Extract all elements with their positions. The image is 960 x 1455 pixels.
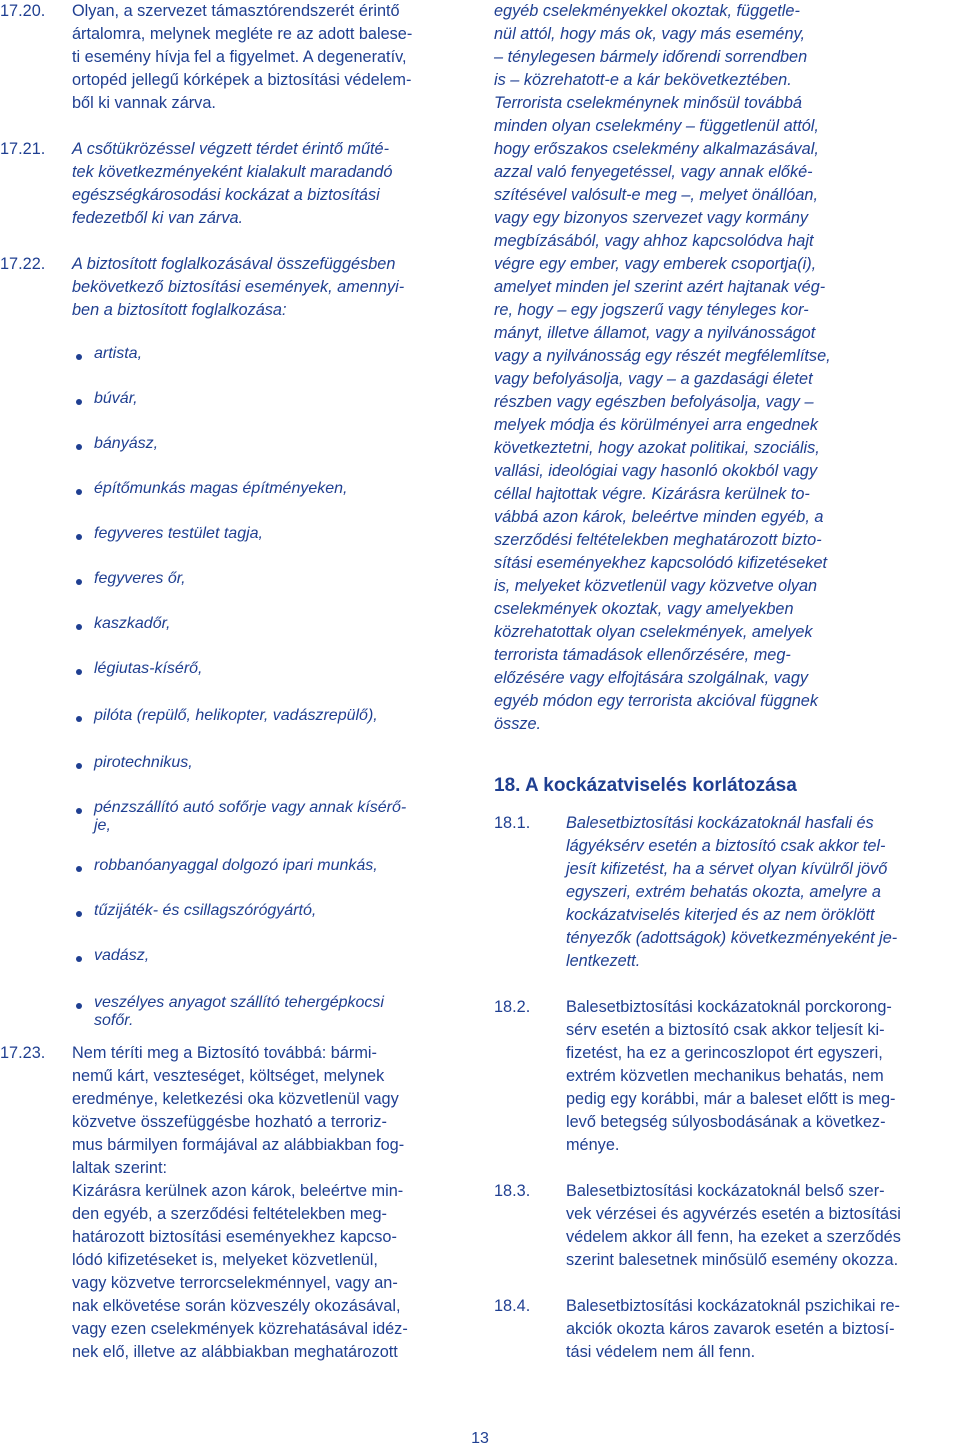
text-line: vagy befolyásolja, vagy – a gazdasági életet <box>494 370 813 388</box>
list-item: artista, <box>72 345 462 368</box>
text-line: Balesetbiztosítási kockázatoknál belső szer- <box>566 1182 885 1200</box>
text-line: je, <box>94 817 111 834</box>
item-body <box>566 812 956 973</box>
list-item: pirotechnikus, <box>72 754 462 777</box>
list-item: légiutas-kísérő, <box>72 660 462 683</box>
text-line: össze. <box>494 715 542 733</box>
bullet-icon <box>72 480 94 503</box>
text-line: Balesetbiztosítási kockázatoknál porckorong- <box>566 998 892 1016</box>
page-number: 13 <box>471 1430 489 1447</box>
section-18-3 <box>494 1180 956 1272</box>
section-17-23 <box>0 1042 462 1364</box>
text-line: tási védelem nem áll fenn. <box>566 1343 756 1361</box>
text-line: Balesetbiztosítási kockázatoknál pszichikai re- <box>566 1297 900 1315</box>
text-line: vek vérzései és agyvérzés esetén a biztosítási <box>566 1205 901 1223</box>
text-line: fedezetből ki van zárva. <box>72 209 244 227</box>
item-number: 18.4. <box>494 1297 531 1315</box>
bullet-icon <box>72 615 94 638</box>
text-line: egyszeri, extrém behatás okozta, amelyre a <box>566 883 881 901</box>
terrorism-continuation <box>494 0 956 736</box>
text-line: pénzszállító autó sofőrje vagy annak kísérő- <box>94 799 407 816</box>
list-item: tűzijáték- és csillagszórógyártó, <box>72 902 462 925</box>
text-line: védelem akkor áll fenn, ha ezeket a szerződés <box>566 1228 901 1246</box>
item-number: 17.23. <box>0 1044 46 1062</box>
item-body <box>72 0 462 115</box>
text-line: kockázatviselés kiterjed és az nem öröklött <box>566 906 875 924</box>
text-line: mányt, illetve államot, vagy a nyilvánosságot <box>494 324 816 342</box>
text-line: minden olyan cselekmény – függetlenül attól, <box>494 117 819 135</box>
item-body <box>72 138 462 230</box>
text-line: den egyéb, a szerződési feltételekben meg- <box>72 1205 387 1223</box>
text-line: szerint balesetnek minősülő esemény okozza. <box>566 1251 899 1269</box>
text-line: szerződési feltételekben meghatározott bizto- <box>494 531 822 549</box>
text-line: részben vagy egészben befolyásolja, vagy – <box>494 393 814 411</box>
list-item: búvár, <box>72 390 462 413</box>
text-line: tek következményeként kialakult maradandó <box>72 163 393 181</box>
text-line: bekövetkező biztosítási események, amennyi- <box>72 278 405 296</box>
bullet-icon <box>72 754 94 777</box>
text-line: megbízásából, vagy ahhoz kapcsolódva hajt <box>494 232 814 250</box>
list-item: robbanóanyaggal dolgozó ipari munkás, <box>72 857 462 880</box>
text-line: nül attól, hogy más ok, vagy más esemény, <box>494 25 805 43</box>
text-line: egyéb cselekményekkel okoztak, függetle- <box>494 2 800 20</box>
bullet-icon <box>72 525 94 548</box>
text-line: is, melyeket közvetlenül vagy közvetve olyan <box>494 577 818 595</box>
item-body <box>494 0 956 736</box>
text-line: pedig egy korábbi, már a baleset előtt is meg- <box>566 1090 896 1108</box>
bullet-icon <box>72 435 94 458</box>
list-item <box>72 994 462 1030</box>
list-item: pilóta (repülő, helikopter, vadászrepülő), <box>72 707 462 730</box>
item-body <box>566 1295 956 1364</box>
text-line: vallási, ideológiai vagy hasonló okokból vagy <box>494 462 818 480</box>
text-line: lódó kifizetéseket is, melyeket közvetlenül, <box>72 1251 378 1269</box>
text-line: akciók okozta káros zavarok esetén a biztosí- <box>566 1320 895 1338</box>
text-line: jesít kifizetést, ha a sérvet olyan kívülről jövő <box>566 860 888 878</box>
text-line: eredménye, keletkezési oka közvetlenül vagy <box>72 1090 399 1108</box>
bullet-icon <box>72 857 94 880</box>
bullet-icon <box>72 707 94 730</box>
bullet-icon <box>72 390 94 413</box>
text-line: ből ki vannak zárva. <box>72 94 216 112</box>
text-line: – ténylegesen bármely időrendi sorrendben <box>494 48 808 66</box>
item-number: 18.3. <box>494 1182 531 1200</box>
bullet-icon <box>72 902 94 925</box>
text-line: mus bármilyen formájával az alábbiakban fog- <box>72 1136 405 1154</box>
item-number: 18.2. <box>494 998 531 1016</box>
list-item <box>72 799 462 835</box>
text-line: melyek módja és körülményei arra engednek <box>494 416 818 434</box>
text-line: közvetve összefüggésbe hozható a terroriz- <box>72 1113 387 1131</box>
text-line: következtetni, hogy azokat politikai, szociális, <box>494 439 820 457</box>
text-line: nek elő, illetve az alábbiakban meghatározott <box>72 1343 398 1361</box>
text-line: ben a biztosított foglalkozása: <box>72 301 287 319</box>
list-item: kaszkadőr, <box>72 615 462 638</box>
bullet-icon <box>72 570 94 593</box>
text-line: Terrorista cselekménynek minősül továbbá <box>494 94 802 112</box>
text-line: azzal való fenyegetéssel, vagy annak előké- <box>494 163 813 181</box>
item-body <box>72 253 462 322</box>
list-item: fegyveres testület tagja, <box>72 525 462 548</box>
text-line: Kizárásra kerülnek azon károk, beleértve min- <box>72 1182 404 1200</box>
item-body <box>72 1042 462 1364</box>
item-body <box>566 1180 956 1272</box>
item-number: 17.21. <box>0 140 46 158</box>
bullet-icon <box>72 947 94 970</box>
text-line: extrém közvetlen mechanikus behatás, nem <box>566 1067 884 1085</box>
text-line: közrehatottak olyan cselekmények, amelyek <box>494 623 813 641</box>
section-17-22 <box>0 253 462 322</box>
section-18-2 <box>494 996 956 1157</box>
text-line: re, hogy – egy jogszerű vagy tényleges kor- <box>494 301 809 319</box>
text-line: nak elkövetése során közveszély okozásával, <box>72 1297 401 1315</box>
text-line: határozott biztosítási eseményekhez kapcso- <box>72 1228 397 1246</box>
bullet-icon <box>72 994 94 1017</box>
text-line: sofőr. <box>94 1012 134 1029</box>
text-line: ménye. <box>566 1136 620 1154</box>
section-17-20 <box>0 0 462 115</box>
left-column <box>0 0 462 1364</box>
item-number: 18.1. <box>494 814 531 832</box>
text-line: lágyéksérv esetén a biztosító csak akkor tel- <box>566 837 886 855</box>
text-line: céllal hajtottak végre. Kizárásra kerülnek to- <box>494 485 810 503</box>
text-line: is – közrehatott-e a kár bekövetkeztében. <box>494 71 792 89</box>
item-number: 17.22. <box>0 255 46 273</box>
text-line: ortopéd jellegű kórképek a biztosítási védelem- <box>72 71 412 89</box>
text-line: laltak szerint: <box>72 1159 168 1177</box>
text-line: lentkezett. <box>566 952 641 970</box>
text-line: vagy közvetve terrorcselekménnyel, vagy an- <box>72 1274 398 1292</box>
text-line: veszélyes anyagot szállító tehergépkocsi <box>94 994 384 1011</box>
text-line: vagy egy bizonyos szervezet vagy kormány <box>494 209 809 227</box>
text-line: sítási eseményekhez kapcsolódó kifizetéseket <box>494 554 828 572</box>
list-item: vadász, <box>72 947 462 970</box>
text-line: szítésével valósult-e meg –, melyet önállóan, <box>494 186 818 204</box>
section-18-1 <box>494 812 956 973</box>
text-line: A biztosított foglalkozásával összefüggésben <box>72 255 396 273</box>
right-column <box>494 0 956 1364</box>
list-item: fegyveres őr, <box>72 570 462 593</box>
bullet-icon <box>72 345 94 368</box>
text-line: Nem téríti meg a Biztosító továbbá: bármi- <box>72 1044 377 1062</box>
text-line: vagy ezen cselekmények közrehatásával idéz- <box>72 1320 408 1338</box>
text-line: levő betegség súlyosbodásának a következ- <box>566 1113 886 1131</box>
text-line: nemű kárt, veszteséget, költséget, melynek <box>72 1067 385 1085</box>
list-item: bányász, <box>72 435 462 458</box>
text-line: terrorista támadások ellenőrzésére, meg- <box>494 646 791 664</box>
text-line: A csőtükrözéssel végzett térdet érintő műté- <box>72 140 390 158</box>
bullet-icon <box>72 660 94 683</box>
text-line: amelyet minden jel szerint azért hajtanak vég- <box>494 278 826 296</box>
text-line: Olyan, a szervezet támasztórendszerét érintő <box>72 2 400 20</box>
section-17-21 <box>0 138 462 230</box>
text-line: ártalomra, melynek megléte re az adott balese- <box>72 25 413 43</box>
text-line: vagy a nyilvánosság egy részét megfélemlítse, <box>494 347 831 365</box>
section-title: 18. A kockázatviselés korlátozása <box>494 775 797 796</box>
text-line: vábbá azon károk, beleértve minden egyéb, a <box>494 508 824 526</box>
text-line: hogy erőszakos cselekmény alkalmazásával, <box>494 140 819 158</box>
text-line: sérv esetén a biztosító csak akkor teljesít ki- <box>566 1021 885 1039</box>
list-item: építőmunkás magas építményeken, <box>72 480 462 503</box>
item-body <box>566 996 956 1157</box>
bullet-icon <box>72 799 94 822</box>
text-line: egészségkárosodási kockázat a biztosítási <box>72 186 380 204</box>
text-line: előzésére vagy elfojtására szolgálnak, vagy <box>494 669 809 687</box>
text-line: végre egy ember, vagy emberek csoportja(i), <box>494 255 817 273</box>
text-line: tényezők (adottságok) következményeként je- <box>566 929 898 947</box>
text-line: egyéb módon egy terrorista akcióval függnek <box>494 692 819 710</box>
occupation-list <box>0 345 462 1030</box>
text-line: Balesetbiztosítási kockázatoknál hasfali és <box>566 814 874 832</box>
section-18-4 <box>494 1295 956 1364</box>
item-number: 17.20. <box>0 2 46 20</box>
text-line: ti esemény hívja fel a figyelmet. A degeneratív, <box>72 48 407 66</box>
text-line: fizetést, ha ez a gerincoszlopot ért egyszeri, <box>566 1044 883 1062</box>
text-line: cselekmények okoztak, vagy amelyekben <box>494 600 794 618</box>
